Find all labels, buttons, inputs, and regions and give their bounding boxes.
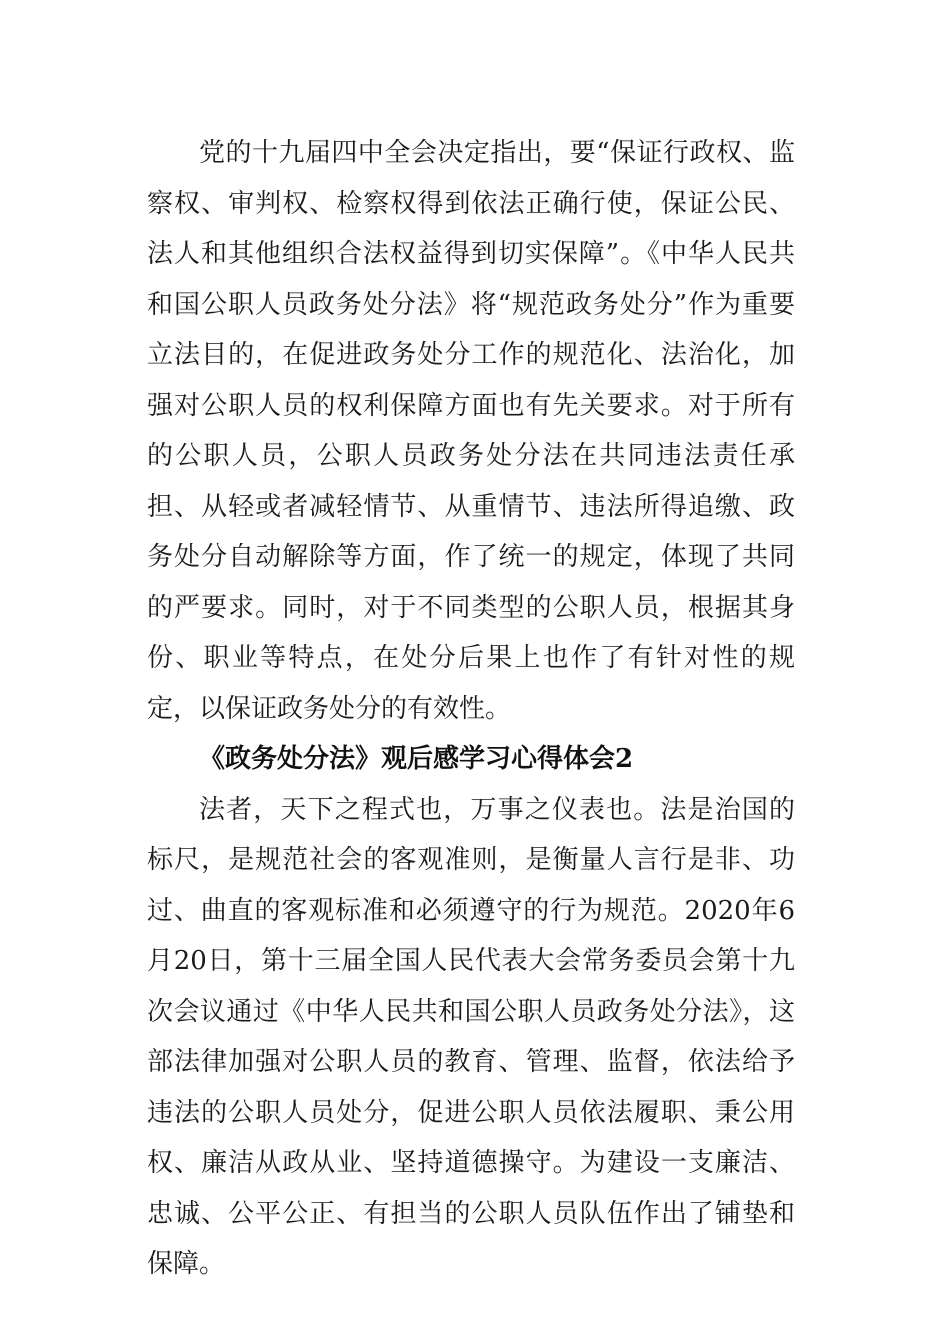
paragraph-1: 党的十九届四中全会决定指出，要“保证行政权、监察权、审判权、检察权得到依法正确行使，保证公民、法人和其他组织合法权益得到切实保障”。《中华人民共和国公职人员政务处分法》将“规范政务处分”作为重要立法目的，在促进政务处分工作的规范化、法治化，加强对公职人员的权利保障方面也有先关要求。对于所有的公职人员，公职人员政务处分法在共同违法责任承担、从轻或者减轻情节、从重情节、违法所得追缴、政务处分自动解除等方面，作了统一的规定，体现了共同的严要求。同时，对于不同类型的公职人员，根据其身份、职业等特点，在处分后果上也作了有针对性的规定，以保证政务处分的有效性。	[147, 138, 795, 724]
paragraph-2: 法者，天下之程式也，万事之仪表也。法是治国的标尺，是规范社会的客观准则，是衡量人言行是非、功过、曲直的客观标准和必须遵守的行为规范。2020年6月20日，第十三届全国人民代表大会常务委员会第十九次会议通过《中华人民共和国公职人员政务处分法》，这部法律加强对公职人员的教育、管理、监督，依法给予违法的公职人员处分，促进公职人员依法履职、秉公用权、廉洁从政从业、坚持道德操守。为建设一支廉洁、忠诚、公平公正、有担当的公职人员队伍作出了铺垫和保障。	[147, 794, 795, 1279]
section-heading: 《政务处分法》观后感学习心得体会2	[199, 744, 634, 774]
document-body	[147, 128, 795, 1290]
